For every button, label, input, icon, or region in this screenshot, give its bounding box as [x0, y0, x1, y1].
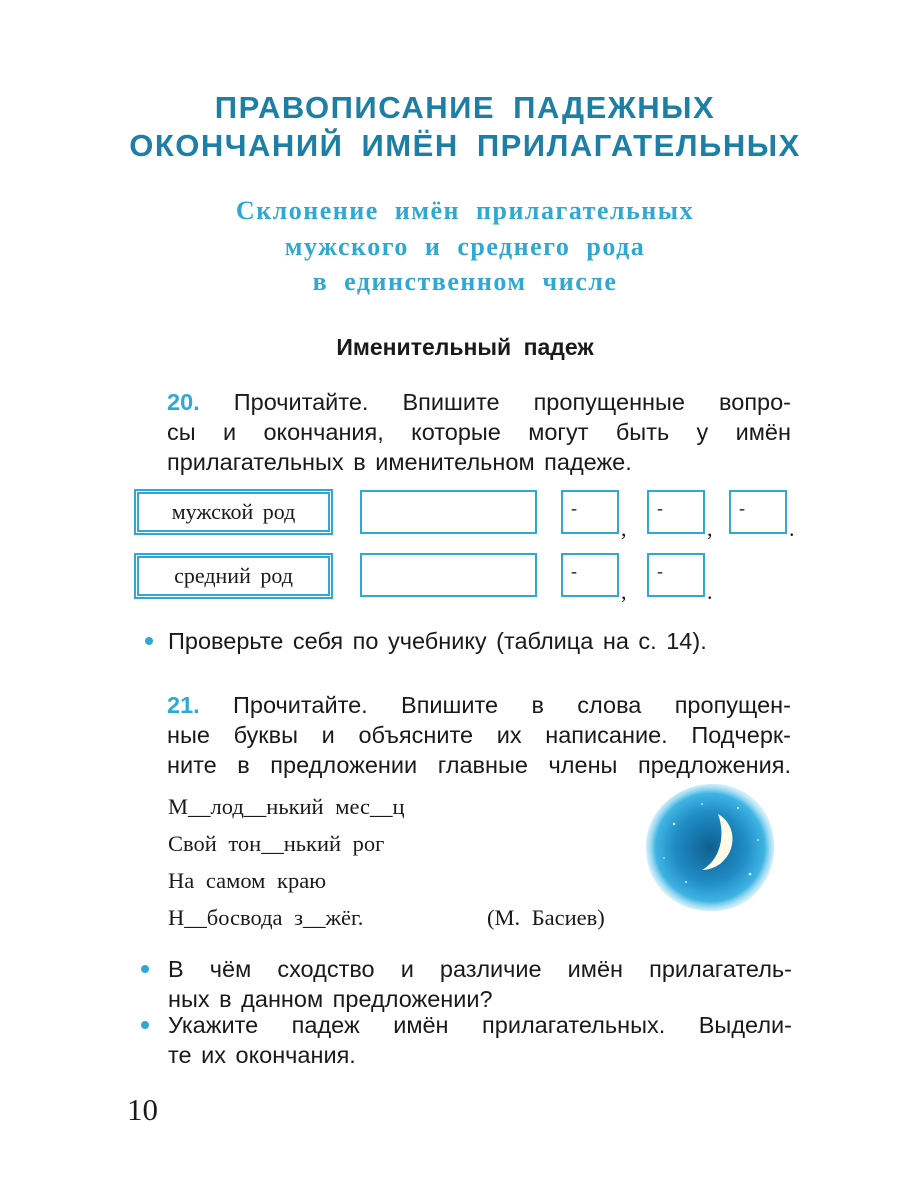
exercise-20-line-2: сы и окончания, которые могут быть у имён [167, 419, 791, 445]
ending-input-neuter-2[interactable]: - [647, 553, 705, 597]
poem-line-3: На самом краю [168, 868, 327, 893]
question-2-line-2: те их окончания. [168, 1042, 356, 1068]
exercise-21-line-1 [167, 690, 791, 720]
bullet-icon [141, 1021, 149, 1029]
crescent-moon-icon [640, 778, 780, 918]
comma: , [621, 579, 627, 604]
comma: , [621, 516, 627, 541]
exercise-number: 20. [167, 389, 200, 415]
poem-line-4: Н__босвода з__жёг. [168, 905, 364, 930]
question-input-neuter[interactable] [360, 553, 537, 597]
label-neuter: средний род [137, 556, 330, 596]
question-input-masculine[interactable] [360, 490, 537, 534]
poem-author: (М. Басиев) [487, 905, 605, 930]
check-instruction: Проверьте себя по учебнику (таблица на с. 14). [168, 628, 707, 654]
section-heading: Именительный падеж [336, 334, 594, 360]
question-1-line-1: В чём сходство и различие имён прилагатель- [168, 956, 792, 982]
page-number: 10 [127, 1092, 158, 1127]
ending-input-neuter-1[interactable]: - [561, 553, 619, 597]
period: . [707, 579, 713, 604]
ending-input-masculine-2[interactable]: - [647, 490, 705, 534]
exercise-21-line-3: ните в предложении главные члены предложения. [167, 752, 791, 778]
subtitle-line-1: Склонение имён прилагательных [235, 196, 695, 225]
comma: , [707, 516, 713, 541]
bullet-icon [141, 965, 149, 973]
ending-input-masculine-1[interactable]: - [561, 490, 619, 534]
poem-line-2: Свой тон__нький рог [168, 831, 385, 856]
period: . [789, 516, 795, 541]
subtitle-line-3: в единственном числе [312, 267, 618, 296]
exercise-21-line-2: ные буквы и объясните их написание. Подчерк- [167, 722, 791, 748]
exercise-number: 21. [167, 692, 200, 718]
page-title-line-1: ПРАВОПИСАНИЕ ПАДЕЖНЫХ [214, 90, 716, 125]
question-2-line-1: Укажите падеж имён прилагательных. Выдели- [168, 1012, 792, 1038]
poem-line-1: М__лод__нький мес__ц [168, 794, 405, 819]
exercise-20-line-1 [167, 387, 791, 417]
subtitle-line-2: мужского и среднего рода [284, 232, 646, 261]
exercise-text: Прочитайте. Впишите пропущенные вопро- [233, 389, 792, 415]
exercise-20-line-3: прилагательных в именительном падеже. [167, 449, 632, 475]
bullet-icon [145, 637, 153, 645]
exercise-text: Прочитайте. Впишите в слова пропущен- [233, 692, 791, 718]
page-title-line-2: ОКОНЧАНИЙ ИМЁН ПРИЛАГАТЕЛЬНЫХ [129, 128, 801, 163]
ending-input-masculine-3[interactable]: - [729, 490, 787, 534]
question-1-line-2: ных в данном предложении? [168, 986, 493, 1012]
label-masculine: мужской род [137, 492, 330, 532]
